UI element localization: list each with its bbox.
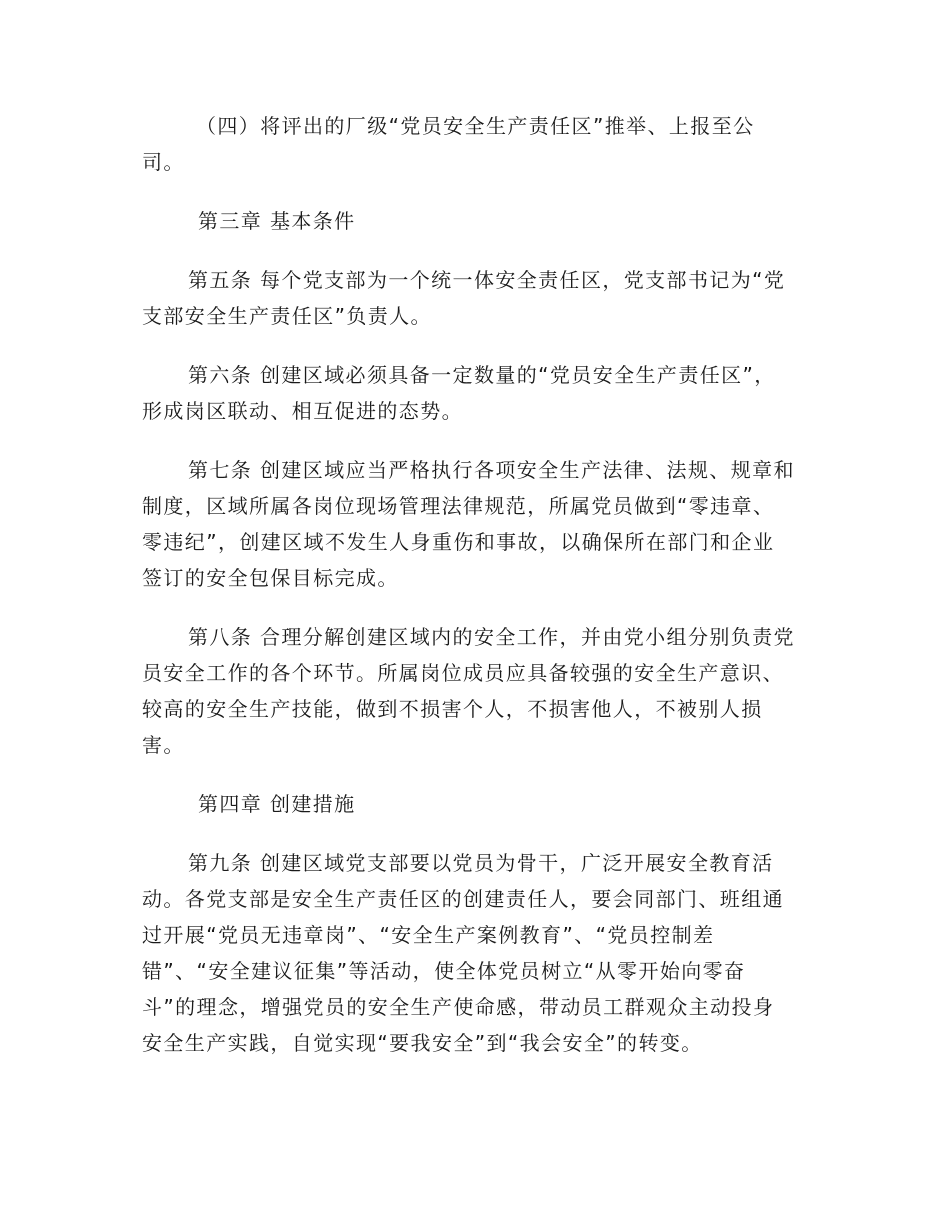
text-line: 第八条 合理分解创建区域内的安全工作，并由党小组分别负责党 bbox=[188, 625, 795, 649]
text-line: 第七条 创建区域应当严格执行各项安全生产法律、法规、规章和 bbox=[188, 458, 795, 482]
text-line: 较高的安全生产技能，做到不损害个人，不损害他人，不被别人损 bbox=[142, 697, 763, 721]
text-line: 员安全工作的各个环节。所属岗位成员应具备较强的安全生产意识、 bbox=[142, 661, 784, 685]
text-line: 第六条 创建区域必须具备一定数量的“党员安全生产责任区”， bbox=[188, 363, 776, 387]
text-line: 安全生产实践，自觉实现“要我安全”到“我会安全”的转变。 bbox=[142, 1031, 703, 1055]
text-line: 零违纪”，创建区域不发生人身重伤和事故，以确保所在部门和企业 bbox=[142, 530, 775, 554]
text-line: 支部安全生产责任区”负责人。 bbox=[142, 304, 432, 328]
text-line: 第五条 每个党支部为一个统一体安全责任区，党支部书记为“党 bbox=[188, 268, 786, 292]
article-7 bbox=[142, 452, 812, 596]
document-page bbox=[142, 108, 812, 1084]
text-line: 制度，区域所属各岗位现场管理法律规范，所属党员做到“零违章、 bbox=[142, 494, 775, 518]
article-9 bbox=[142, 845, 812, 1061]
text-line: （四）将评出的厂级“党员安全生产责任区”推举、上报至公 bbox=[196, 114, 755, 138]
chapter-heading-3: 第三章 基本条件 bbox=[198, 209, 356, 233]
text-line: 错”、“安全建议征集”等活动，使全体党员树立“从零开始向零奋 bbox=[142, 959, 746, 983]
text-line: 形成岗区联动、相互促进的态势。 bbox=[142, 399, 463, 423]
article-5 bbox=[142, 262, 812, 334]
paragraph-recommend-report bbox=[142, 108, 812, 180]
text-line: 动。各党支部是安全生产责任区的创建责任人，要会同部门、班组通 bbox=[142, 887, 784, 911]
text-line: 第九条 创建区域党支部要以党员为骨干，广泛开展安全教育活 bbox=[188, 851, 774, 875]
text-line: 司。 bbox=[142, 150, 185, 174]
text-line: 害。 bbox=[142, 733, 185, 757]
text-line: 签订的安全包保目标完成。 bbox=[142, 566, 399, 590]
text-line: 过开展“党员无违章岗”、“安全生产案例教育”、“党员控制差 bbox=[142, 923, 715, 947]
text-line: 斗”的理念，增强党员的安全生产使命感，带动员工群观众主动投身 bbox=[142, 995, 775, 1019]
article-8 bbox=[142, 619, 812, 763]
chapter-heading-4: 第四章 创建措施 bbox=[198, 792, 356, 816]
article-6 bbox=[142, 357, 812, 429]
